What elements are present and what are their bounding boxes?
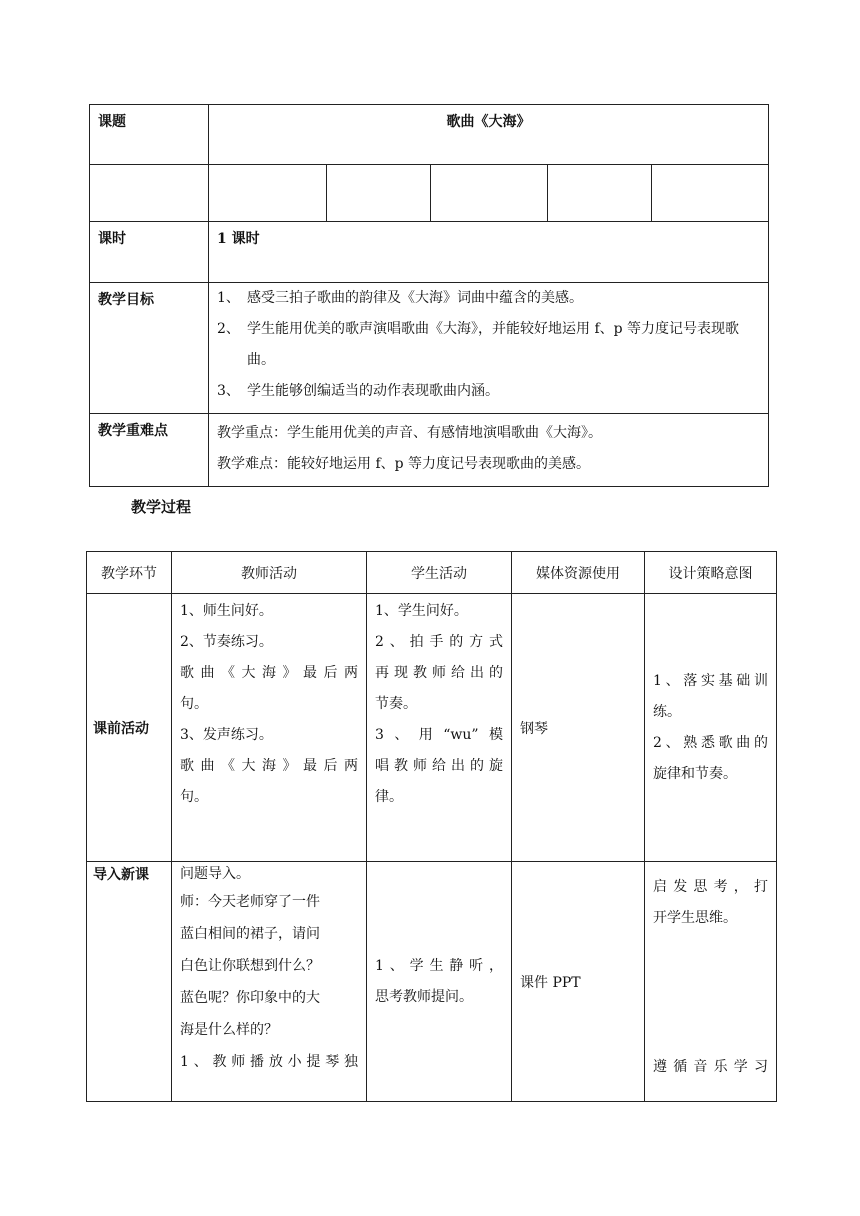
teacher-line: 1、师生问好。 (180, 603, 273, 619)
period-label: 课时 (90, 222, 209, 283)
objective-item (217, 314, 760, 376)
student-activity-cell (367, 594, 512, 862)
objective-number: 3、 (217, 383, 240, 399)
teacher-activity-cell (172, 862, 367, 1102)
teacher-line: 句。 (180, 789, 208, 805)
objective-text: 学生能够创编适当的动作表现歌曲内涵。 (247, 383, 499, 399)
empty-cell (652, 165, 769, 222)
student-line: 再现教师给出的 (375, 665, 503, 681)
empty-cell (209, 165, 327, 222)
empty-cell (327, 165, 431, 222)
keypoints-cell (209, 414, 769, 487)
header-student: 学生活动 (367, 552, 512, 594)
topic-label: 课题 (90, 105, 209, 165)
stage-cell: 导入新课 (87, 862, 172, 1102)
table-row (87, 594, 777, 862)
difficult-point: 教学难点：能较好地运用 f、p 等力度记号表现歌曲的美感。 (217, 456, 591, 472)
teacher-line: 2、节奏练习。 (180, 634, 273, 650)
objective-number: 2、 (217, 321, 240, 337)
teacher-line: 海是什么样的？ (180, 1022, 278, 1038)
teacher-line: 白色让你联想到什么？ (180, 958, 320, 974)
table-row (87, 862, 777, 1102)
intent-line: 旋律和节奏。 (653, 765, 737, 782)
teacher-line: 蓝色呢？你印象中的大 (180, 990, 320, 1006)
teacher-line: 1、教师播放小提琴独 (180, 1054, 358, 1070)
student-line: 思考教师提问。 (375, 988, 473, 1005)
period-value: 1 课时 (209, 222, 769, 283)
empty-cell (431, 165, 548, 222)
topic-value: 歌曲《大海》 (209, 105, 769, 165)
header-media: 媒体资源使用 (512, 552, 645, 594)
student-line: 2、拍手的方式 (375, 634, 503, 650)
student-line: 唱教师给出的旋 (375, 758, 503, 774)
student-line: 律。 (375, 789, 403, 805)
lesson-info-table (89, 104, 769, 487)
student-activity-cell (367, 862, 512, 1102)
header-stage: 教学环节 (87, 552, 172, 594)
process-heading: 教学过程 (131, 498, 192, 516)
intent-line: 遵循音乐学习 (653, 1059, 768, 1075)
teacher-activity-cell (172, 594, 367, 862)
teacher-line: 师：今天老师穿了一件 (180, 894, 320, 910)
intent-line: 2、熟悉歌曲的 (653, 734, 768, 751)
teacher-line: 歌曲《大海》最后两 (180, 758, 358, 774)
header-teacher: 教师活动 (172, 552, 367, 594)
objective-item (217, 283, 760, 314)
table-header-row (87, 552, 777, 594)
teacher-line: 歌曲《大海》最后两 (180, 665, 358, 681)
intent-line: 启发思考，打 (653, 879, 768, 895)
intent-line: 练。 (653, 703, 681, 720)
objective-item (217, 376, 760, 407)
teacher-line: 3、发声练习。 (180, 727, 273, 743)
teacher-line: 蓝白相间的裙子，请问 (180, 926, 320, 942)
student-line: 节奏。 (375, 696, 417, 712)
objective-number: 1、 (217, 290, 240, 306)
student-line: 1、学生问好。 (375, 603, 468, 619)
intent-cell (645, 862, 777, 1102)
key-point: 教学重点：学生能用优美的声音、有感情地演唱歌曲《大海》。 (217, 425, 602, 441)
media-cell: 课件 PPT (512, 862, 645, 1102)
empty-cell (90, 165, 209, 222)
student-line: 3、用“wu”模 (375, 727, 503, 743)
objective-text: 学生能用优美的歌声演唱歌曲《大海》，并能较好地运用 f、p 等力度记号表现歌曲。 (247, 321, 740, 368)
media-cell: 钢琴 (512, 594, 645, 862)
teaching-process-table (86, 551, 777, 1102)
objective-text: 感受三拍子歌曲的韵律及《大海》词曲中蕴含的美感。 (247, 290, 583, 306)
student-line: 1、学生静听， (375, 957, 503, 974)
intent-cell (645, 594, 777, 862)
keypoints-label: 教学重难点 (90, 414, 209, 487)
intent-line: 1、落实基础训 (653, 672, 768, 689)
header-intent: 设计策略意图 (645, 552, 777, 594)
intent-line: 开学生思维。 (653, 910, 737, 926)
empty-cell (548, 165, 652, 222)
objectives-label: 教学目标 (90, 283, 209, 414)
objectives-cell (209, 283, 769, 414)
teacher-line: 句。 (180, 696, 208, 712)
stage-cell: 课前活动 (87, 594, 172, 862)
teacher-line: 问题导入。 (180, 866, 250, 882)
